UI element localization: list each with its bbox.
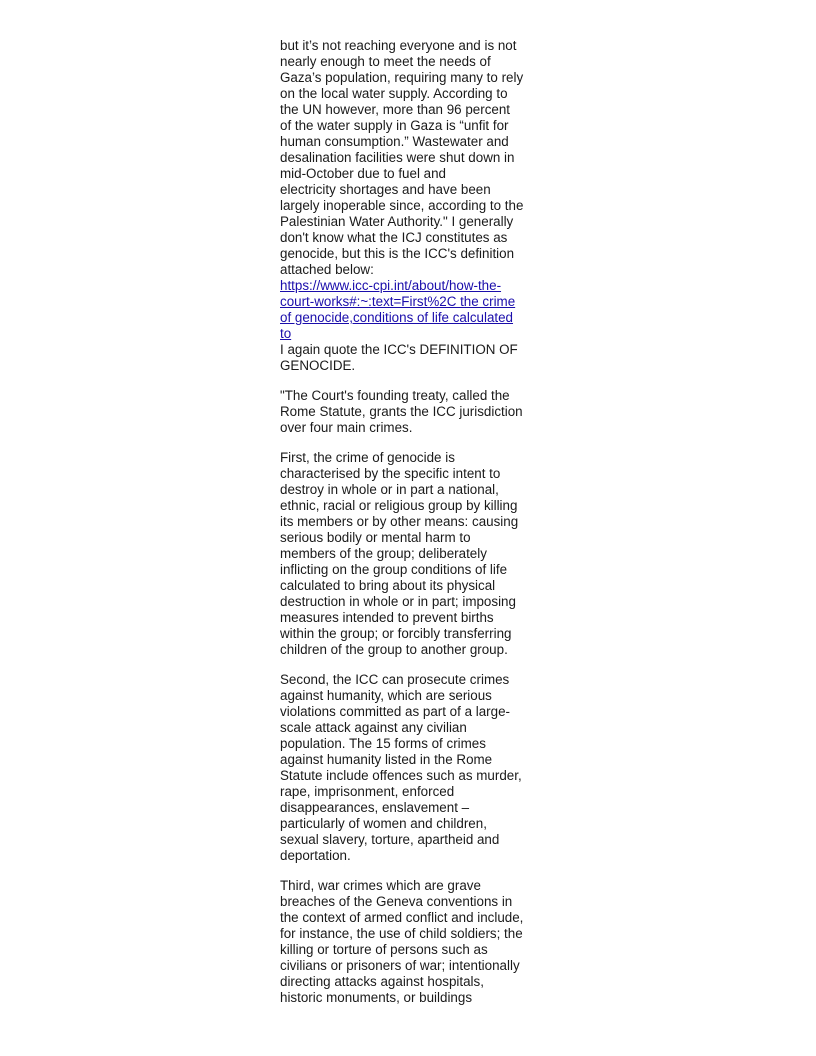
paragraph-war-crimes: Third, war crimes which are grave breaches of the Geneva conventions in the context of armed conflict and include, for instance, the use of child soldiers; the killing or torture of persons such as civilians or prisoners of war; intentionally directing attacks against hospitals, historic monuments, or buildings — [280, 878, 524, 1005]
document-page — [280, 38, 538, 1006]
paragraph-genocide: First, the crime of genocide is characterised by the specific intent to destroy in whole or in part a national, ethnic, racial or religious group by killing its members or by other means: causing serious bodily or mental harm to members of the group; deliberately inflicting on the group conditions of life calculated to bring about its physical destruction in whole or in part; imposing measures intended to prevent births within the group; or forcibly transferring children of the group to another group. — [280, 450, 519, 657]
icc-genocide-definition-link[interactable]: https://www.icc-cpi.int/about/how-the- court-works#:~:text=First%2C the crime of genocide,conditions of life calculated to — [280, 278, 516, 341]
quote-intro: I again quote the ICC's DEFINITION OF GENOCIDE. — [280, 342, 518, 373]
paragraph-treaty: "The Court's founding treaty, called the Rome Statute, grants the ICC jurisdiction over four main crimes. — [280, 388, 523, 435]
intro-paragraph: but it’s not reaching everyone and is not nearly enough to meet the needs of Gaza’s population, requiring many to rely on the local water supply. According to the UN however, more than 96 percent of the water supply in Gaza is “unfit for human consumption.” Wastewater and desalination facilities were shut down in mid-October due to fuel and electricity shortages and have been largely inoperable since, according to the Palestinian Water Authority." I generally don't know what the ICJ constitutes as genocide, but this is the ICC's definition attached below: — [280, 38, 524, 277]
paragraph-crimes-against-humanity: Second, the ICC can prosecute crimes against humanity, which are serious violations committed as part of a large- scale attack against any civilian population. The 15 forms of crimes against humanity listed in the Rome Statute include offences such as murder, rape, imprisonment, enforced disappearances, enslavement – particularly of women and children, sexual slavery, torture, apartheid and deportation. — [280, 672, 522, 863]
